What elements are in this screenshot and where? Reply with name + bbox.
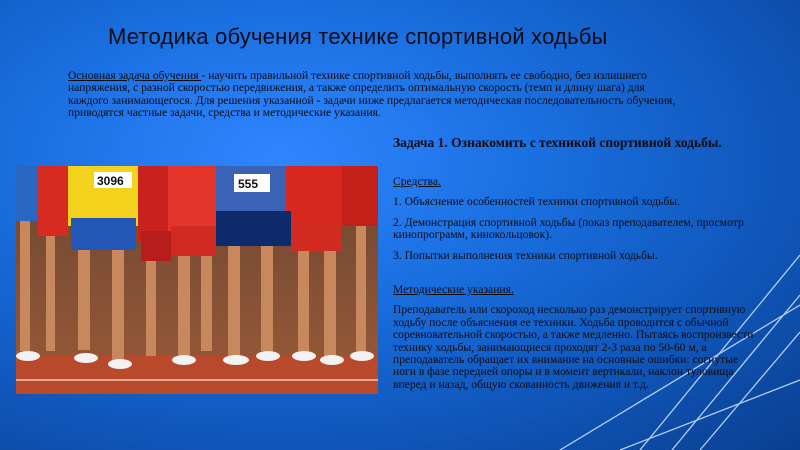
- method-text: Преподаватель или скороход несколько раз демонстрирует спортивную ходьбу после объяснения ее техники. Ходьба проводится с обычной соревновательной скоростью, а также медленно. Пытаясь воспроизвести технику ходьбы, занимающиеся проходят 2-3 раза по 50-60 м, а преподаватель обращает их внимание на основные ошибки: согнутые ноги в фазе передней опоры и в момент вертикали, наклон туловища вперед и назад, общую скованность движения и т.д.: [393, 303, 754, 391]
- intro-paragraph: [68, 70, 678, 120]
- intro-text: - научить правильной технике спортивной ходьбы, выполнять ее свободно, без излишнего напряжения, с разной скоростью передвижения, а также определить оптимальную скорость (темп и длину шага) для каждого занимающегося. Для решения указанной - задачи ниже предлагается методическая последовательность обучения, приводятся частные задачи, средства и методические указания.: [68, 69, 676, 120]
- slide-title: Методика обучения технике спортивной ходьбы: [108, 24, 608, 49]
- task-content: [393, 176, 763, 399]
- method-heading: Методические указания.: [393, 283, 514, 297]
- bib-number-1: 3096: [97, 174, 124, 188]
- runners-illustration: [16, 166, 378, 394]
- bib-number-2: 555: [238, 177, 259, 191]
- means-item-2: 2. Демонстрация спортивной ходьбы (показ преподавателем, просмотр кинопрограмм, кинокольцовок).: [393, 215, 744, 242]
- means-item-3: 3. Попытки выполнения техники спортивной ходьбы.: [393, 248, 658, 262]
- task-title: Задача 1. Ознакомить с техникой спортивной ходьбы.: [393, 135, 722, 150]
- spacer: [393, 270, 763, 284]
- intro-lead: Основная задача обучения: [68, 69, 202, 82]
- means-heading: Средства.: [393, 175, 441, 188]
- means-item-1: 1. Объяснение особенностей техники спортивной ходьбы.: [393, 195, 680, 209]
- runners-photo: [16, 166, 378, 394]
